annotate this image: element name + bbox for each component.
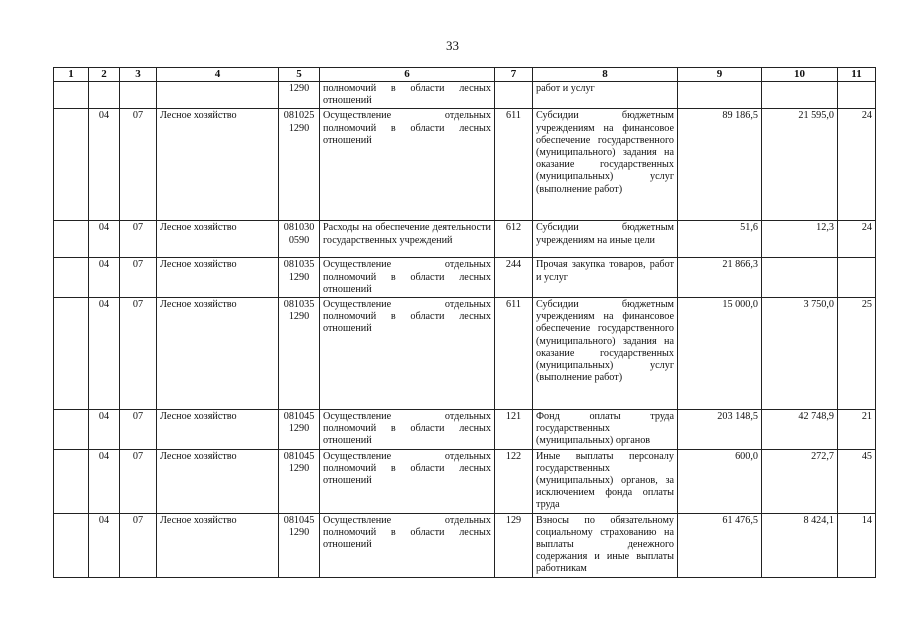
cell-target-article — [279, 109, 320, 221]
cell-target-description: Осуществление отдельных полномочий в области лесных отношений — [320, 109, 495, 221]
cell-target-description: полномочий в области лесных отношений — [320, 82, 495, 109]
cell-amount-col-9: 203 148,5 — [678, 410, 762, 450]
target-article-line: 081035 — [283, 259, 315, 271]
cell-expense-type-description: Субсидии бюджетным учреждениям на финансовое обеспечение государственного (муниципального) задания на оказание государственных (муниципальных) услуг (выполнение работ) — [533, 109, 678, 221]
cell-expense-type-code — [495, 82, 533, 109]
column-header: 7 — [495, 68, 533, 82]
table-row — [54, 298, 876, 410]
cell-col-1 — [54, 449, 89, 513]
cell-expense-type-code: 611 — [495, 298, 533, 410]
cell-amount-col-10: 42 748,9 — [762, 410, 838, 450]
target-article-line: 0590 — [288, 234, 310, 246]
cell-expense-type-code: 121 — [495, 410, 533, 450]
column-header: 2 — [89, 68, 120, 82]
cell-target-article — [279, 449, 320, 513]
cell-col-1 — [54, 109, 89, 221]
cell-section-name: Лесное хозяйство — [157, 410, 279, 450]
cell-subsection-code: 07 — [120, 449, 157, 513]
cell-expense-type-code: 611 — [495, 109, 533, 221]
cell-target-description: Осуществление отдельных полномочий в области лесных отношений — [320, 410, 495, 450]
table-row — [54, 82, 876, 109]
cell-amount-col-10: 12,3 — [762, 221, 838, 258]
target-article-line: 1290 — [288, 423, 310, 435]
cell-target-article — [279, 298, 320, 410]
cell-section-code: 04 — [89, 109, 120, 221]
cell-section-name: Лесное хозяйство — [157, 513, 279, 577]
cell-expense-type-description: Субсидии бюджетным учреждениям на иные цели — [533, 221, 678, 258]
column-header: 9 — [678, 68, 762, 82]
target-article-line: 1290 — [288, 462, 310, 474]
column-header: 4 — [157, 68, 279, 82]
cell-col-1 — [54, 221, 89, 258]
cell-target-description: Осуществление отдельных полномочий в области лесных отношений — [320, 258, 495, 298]
table-row — [54, 109, 876, 221]
cell-amount-col-10 — [762, 258, 838, 298]
cell-expense-type-description: Субсидии бюджетным учреждениям на финансовое обеспечение государственного (муниципального) задания на оказание государственных (муниципальных) услуг (выполнение работ) — [533, 298, 678, 410]
table-body — [54, 82, 876, 578]
target-article-line: 081045 — [283, 514, 315, 526]
cell-subsection-code: 07 — [120, 258, 157, 298]
cell-expense-type-code: 129 — [495, 513, 533, 577]
cell-expense-type-description: Иные выплаты персоналу государственных (муниципальных) органов, за исключением фонда оплаты труда — [533, 449, 678, 513]
cell-col-11 — [838, 258, 876, 298]
target-article-line: 1290 — [288, 122, 310, 134]
column-header: 11 — [838, 68, 876, 82]
cell-section-name: Лесное хозяйство — [157, 221, 279, 258]
cell-section-name: Лесное хозяйство — [157, 298, 279, 410]
cell-expense-type-description: Фонд оплаты труда государственных (муниципальных) органов — [533, 410, 678, 450]
cell-amount-col-9: 21 866,3 — [678, 258, 762, 298]
page-number: 33 — [446, 38, 459, 53]
cell-section-code — [89, 82, 120, 109]
cell-amount-col-9: 600,0 — [678, 449, 762, 513]
table-row — [54, 258, 876, 298]
header-row — [54, 68, 876, 82]
cell-expense-type-code: 122 — [495, 449, 533, 513]
cell-target-article — [279, 221, 320, 258]
cell-subsection-code: 07 — [120, 221, 157, 258]
cell-col-1 — [54, 298, 89, 410]
cell-amount-col-10: 272,7 — [762, 449, 838, 513]
cell-section-code: 04 — [89, 513, 120, 577]
cell-amount-col-9: 61 476,5 — [678, 513, 762, 577]
cell-col-11: 24 — [838, 221, 876, 258]
cell-amount-col-9: 15 000,0 — [678, 298, 762, 410]
cell-subsection-code: 07 — [120, 298, 157, 410]
cell-col-11: 45 — [838, 449, 876, 513]
target-article-line: 1290 — [288, 83, 310, 94]
cell-target-article — [279, 513, 320, 577]
cell-section-name — [157, 82, 279, 109]
cell-subsection-code: 07 — [120, 109, 157, 221]
column-header: 1 — [54, 68, 89, 82]
target-article-line: 1290 — [288, 311, 310, 323]
cell-expense-type-description: Прочая закупка товаров, работ и услуг — [533, 258, 678, 298]
cell-section-code: 04 — [89, 298, 120, 410]
cell-amount-col-9: 51,6 — [678, 221, 762, 258]
cell-section-name: Лесное хозяйство — [157, 109, 279, 221]
cell-col-11: 14 — [838, 513, 876, 577]
cell-col-1 — [54, 258, 89, 298]
target-article-line: 081045 — [283, 411, 315, 423]
column-header: 3 — [120, 68, 157, 82]
cell-amount-col-9: 89 186,5 — [678, 109, 762, 221]
cell-subsection-code: 07 — [120, 410, 157, 450]
cell-subsection-code: 07 — [120, 513, 157, 577]
cell-section-name: Лесное хозяйство — [157, 258, 279, 298]
cell-col-11 — [838, 82, 876, 109]
cell-target-description: Осуществление отдельных полномочий в области лесных отношений — [320, 449, 495, 513]
cell-section-code: 04 — [89, 258, 120, 298]
cell-amount-col-9 — [678, 82, 762, 109]
cell-expense-type-code: 244 — [495, 258, 533, 298]
cell-col-11: 21 — [838, 410, 876, 450]
cell-col-1 — [54, 82, 89, 109]
cell-col-1 — [54, 513, 89, 577]
target-article-line: 081035 — [283, 299, 315, 311]
cell-subsection-code — [120, 82, 157, 109]
cell-col-11: 24 — [838, 109, 876, 221]
column-header: 10 — [762, 68, 838, 82]
cell-target-article — [279, 410, 320, 450]
cell-amount-col-10: 21 595,0 — [762, 109, 838, 221]
table-row — [54, 449, 876, 513]
table-row — [54, 410, 876, 450]
column-header: 6 — [320, 68, 495, 82]
budget-table — [53, 67, 876, 578]
cell-amount-col-10 — [762, 82, 838, 109]
target-article-line: 081030 — [283, 222, 315, 234]
column-header: 5 — [279, 68, 320, 82]
cell-section-code: 04 — [89, 410, 120, 450]
cell-section-name: Лесное хозяйство — [157, 449, 279, 513]
target-article-line: 081025 — [283, 110, 315, 122]
cell-target-article — [279, 82, 320, 109]
cell-target-article — [279, 258, 320, 298]
cell-amount-col-10: 8 424,1 — [762, 513, 838, 577]
target-article-line: 1290 — [288, 526, 310, 538]
cell-expense-type-description: работ и услуг — [533, 82, 678, 109]
column-header: 8 — [533, 68, 678, 82]
table-row — [54, 513, 876, 577]
target-article-line: 1290 — [288, 271, 310, 283]
cell-expense-type-code: 612 — [495, 221, 533, 258]
cell-expense-type-description: Взносы по обязательному социальному страхованию на выплаты денежного содержания и иные выплаты работникам — [533, 513, 678, 577]
cell-section-code: 04 — [89, 449, 120, 513]
cell-target-description: Осуществление отдельных полномочий в области лесных отношений — [320, 298, 495, 410]
cell-section-code: 04 — [89, 221, 120, 258]
target-article-line: 081045 — [283, 450, 315, 462]
cell-amount-col-10: 3 750,0 — [762, 298, 838, 410]
cell-col-11: 25 — [838, 298, 876, 410]
cell-target-description: Осуществление отдельных полномочий в области лесных отношений — [320, 513, 495, 577]
table-row — [54, 221, 876, 258]
cell-target-description: Расходы на обеспечение деятельности государственных учреждений — [320, 221, 495, 258]
cell-col-1 — [54, 410, 89, 450]
